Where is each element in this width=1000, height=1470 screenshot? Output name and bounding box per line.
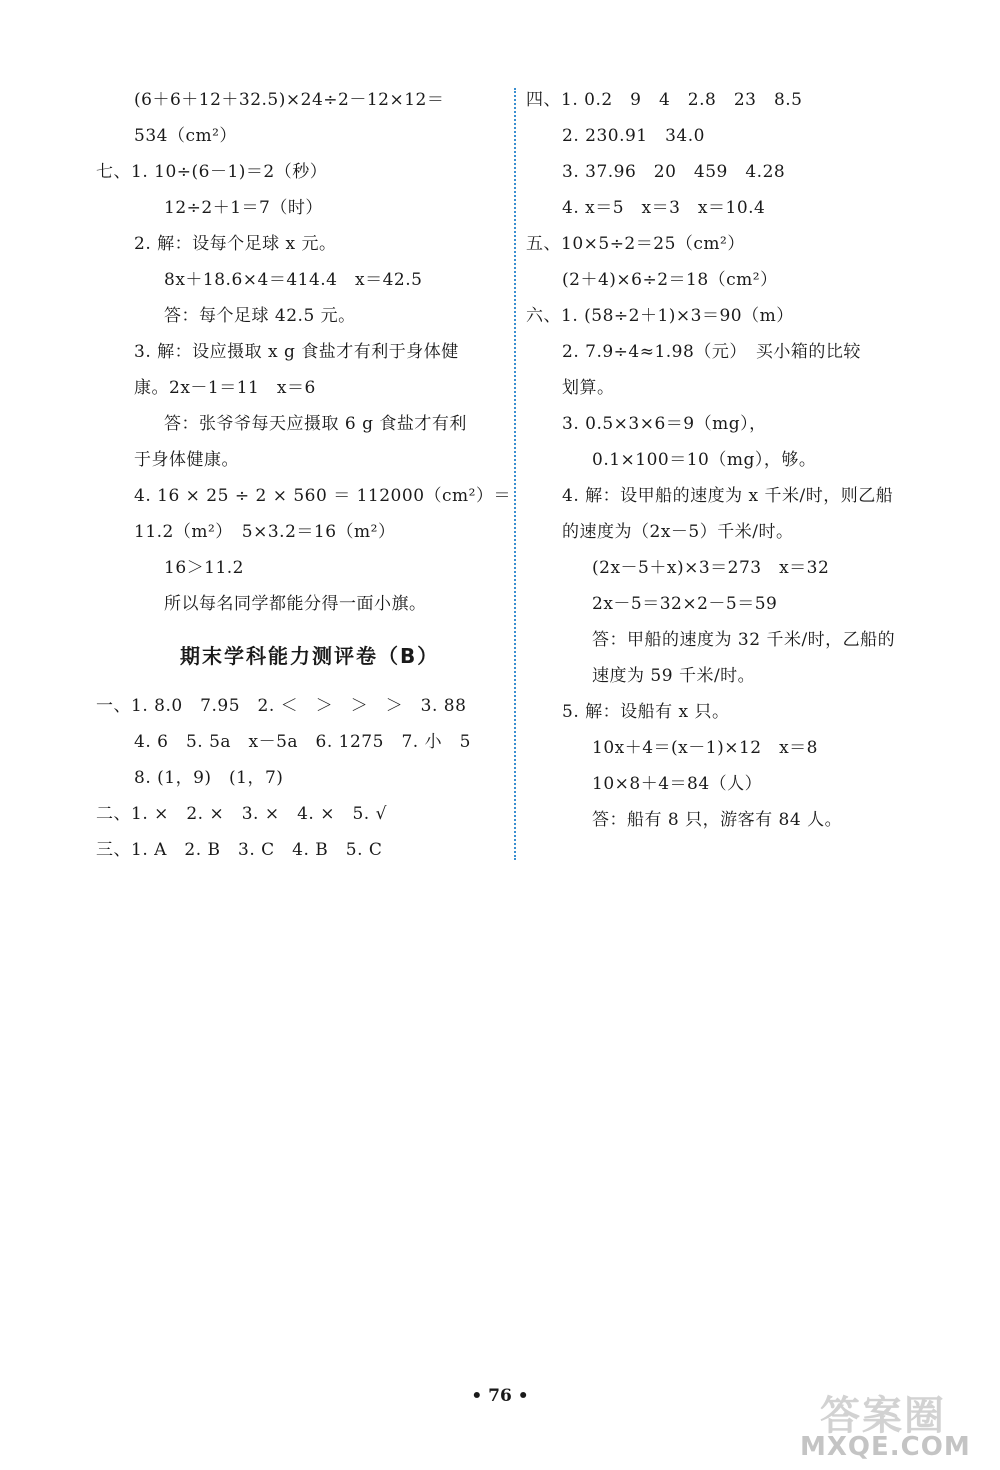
- answer-line: 2. 解：设每个足球 x 元。: [134, 234, 337, 254]
- answer-line: 4. 16 × 25 ÷ 2 × 560 ＝ 112000（cm²）＝: [134, 486, 511, 506]
- answer-line: (2＋4)×6÷2＝18（cm²）: [562, 270, 778, 290]
- answer-line: 0.1×100＝10（mg），够。: [592, 450, 817, 470]
- section-title: 期末学科能力测评卷（B）: [180, 644, 440, 668]
- answer-line: 的速度为（2x－5）千米/时。: [562, 522, 794, 542]
- watermark-url: MXQE.COM: [800, 1432, 971, 1462]
- answer-line: 三、1. A 2. B 3. C 4. B 5. C: [96, 840, 383, 860]
- answer-line: 8x＋18.6×4＝414.4 x＝42.5: [164, 270, 423, 290]
- answer-line: 10×8＋4＝84（人）: [592, 774, 763, 794]
- answer-line: (2x－5＋x)×3＝273 x＝32: [592, 558, 830, 578]
- answer-line: 4. 解：设甲船的速度为 x 千米/时，则乙船: [562, 486, 894, 506]
- answer-line: 六、1. (58÷2＋1)×3＝90（m）: [526, 306, 794, 326]
- answer-line: 4. x＝5 x＝3 x＝10.4: [562, 198, 766, 218]
- answer-line: 11.2（m²） 5×3.2＝16（m²）: [134, 522, 396, 542]
- answer-line: 2. 230.91 34.0: [562, 126, 705, 146]
- answer-line: 2. 7.9÷4≈1.98（元） 买小箱的比较: [562, 342, 861, 362]
- page-number: • 76 •: [471, 1386, 529, 1406]
- answer-line: (6＋6＋12＋32.5)×24÷2－12×12＝: [134, 90, 445, 110]
- answer-line: 划算。: [562, 378, 615, 398]
- answer-line: 答：船有 8 只，游客有 84 人。: [592, 810, 843, 830]
- column-divider: [514, 88, 516, 860]
- answer-line: 二、1. × 2. × 3. × 4. × 5. √: [96, 804, 387, 824]
- answer-line: 2x－5＝32×2－5＝59: [592, 594, 778, 614]
- answer-line: 于身体健康。: [134, 450, 239, 470]
- answer-line: 4. 6 5. 5a x－5a 6. 1275 7. 小 5: [134, 732, 471, 752]
- answer-line: 10x＋4＝(x－1)×12 x＝8: [592, 738, 818, 758]
- answer-line: 速度为 59 千米/时。: [592, 666, 756, 686]
- answer-line: 答：张爷爷每天应摄取 6 g 食盐才有利: [164, 414, 467, 434]
- answer-line: 五、10×5÷2＝25（cm²）: [526, 234, 745, 254]
- answer-line: 16＞11.2: [164, 558, 244, 578]
- answer-line: 12÷2＋1＝7（时）: [164, 198, 323, 218]
- answer-line: 一、1. 8.0 7.95 2. ＜ ＞ ＞ ＞ 3. 88: [96, 696, 467, 716]
- answer-line: 四、1. 0.2 9 4 2.8 23 8.5: [526, 90, 803, 110]
- answer-line: 3. 解：设应摄取 x g 食盐才有利于身体健: [134, 342, 459, 362]
- answer-line: 534（cm²）: [134, 126, 237, 146]
- answer-line: 8. (1，9) (1，7): [134, 768, 284, 788]
- watermark-logo: [790, 1384, 990, 1464]
- answer-line: 答：每个足球 42.5 元。: [164, 306, 356, 326]
- answer-line: 七、1. 10÷(6－1)＝2（秒）: [96, 162, 328, 182]
- watermark-text: 答案圈: [820, 1393, 946, 1439]
- answer-line: 3. 37.96 20 459 4.28: [562, 162, 786, 182]
- answer-line: 所以每名同学都能分得一面小旗。: [164, 594, 427, 614]
- answer-line: 5. 解：设船有 x 只。: [562, 702, 730, 722]
- answer-line: 答：甲船的速度为 32 千米/时，乙船的: [592, 630, 896, 650]
- answer-line: 康。2x－1＝11 x＝6: [134, 378, 316, 398]
- answer-line: 3. 0.5×3×6＝9（mg），: [562, 414, 767, 434]
